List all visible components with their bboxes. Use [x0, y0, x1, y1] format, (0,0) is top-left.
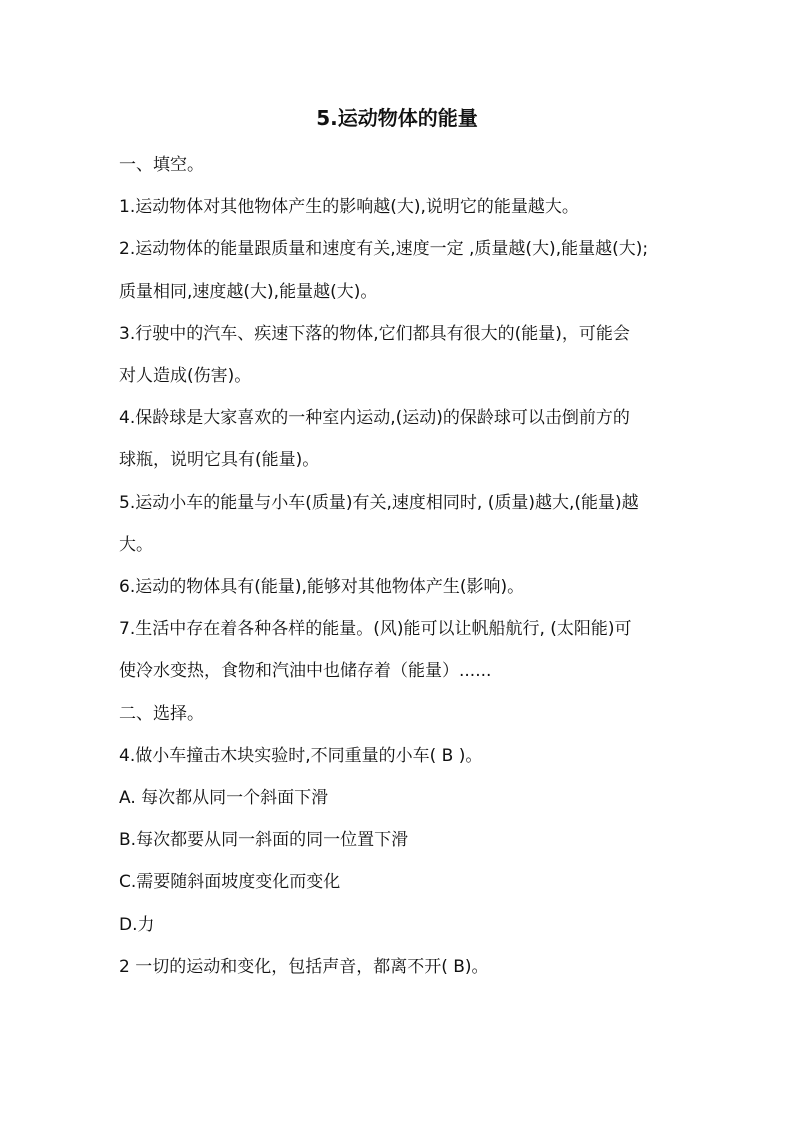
question-line: 2.运动物体的能量跟质量和速度有关,速度一定 ,质量越(大),能量越(大); [119, 239, 649, 260]
question-line: 大。 [119, 534, 153, 555]
option-b: B.每次都要从同一斜面的同一位置下滑 [119, 830, 409, 851]
option-a: A. 每次都从同一个斜面下滑 [119, 788, 329, 809]
question-line: 6.运动的物体具有(能量),能够对其他物体产生(影响)。 [119, 577, 525, 598]
question-line: 4.保龄球是大家喜欢的一种室内运动,(运动)的保龄球可以击倒前方的 [119, 408, 630, 429]
page-title: 5.运动物体的能量 [316, 106, 478, 130]
question-line: 2 一切的运动和变化，包括声音，都离不开( B)。 [119, 956, 489, 977]
section-heading-fill-in: 一、填空。 [119, 155, 204, 175]
question-line: 5.运动小车的能量与小车(质量)有关,速度相同时, (质量)越大,(能量)越 [119, 492, 639, 513]
question-line: 对人造成(伤害)。 [119, 366, 252, 387]
question-line: 球瓶，说明它具有(能量)。 [119, 450, 320, 471]
question-line: 使冷水变热，食物和汽油中也储存着（能量）...... [119, 661, 492, 682]
question-line: 1.运动物体对其他物体产生的影响越(大),说明它的能量越大。 [119, 197, 579, 218]
section-heading-choice: 二、选择。 [119, 703, 204, 724]
document-body [119, 144, 679, 988]
option-c: C.需要随斜面坡度变化而变化 [119, 872, 341, 893]
question-line: 4.做小车撞击木块实验时,不同重量的小车( B )。 [119, 745, 483, 766]
question-line: 7.生活中存在着各种各样的能量。(风)能可以让帆船航行, (太阳能)可 [119, 619, 632, 640]
question-line: 质量相同,速度越(大),能量越(大)。 [119, 281, 378, 302]
question-line: 3.行驶中的汽车、疾速下落的物体,它们都具有很大的(能量)，可能会 [119, 323, 630, 344]
option-d: D.力 [119, 914, 155, 935]
